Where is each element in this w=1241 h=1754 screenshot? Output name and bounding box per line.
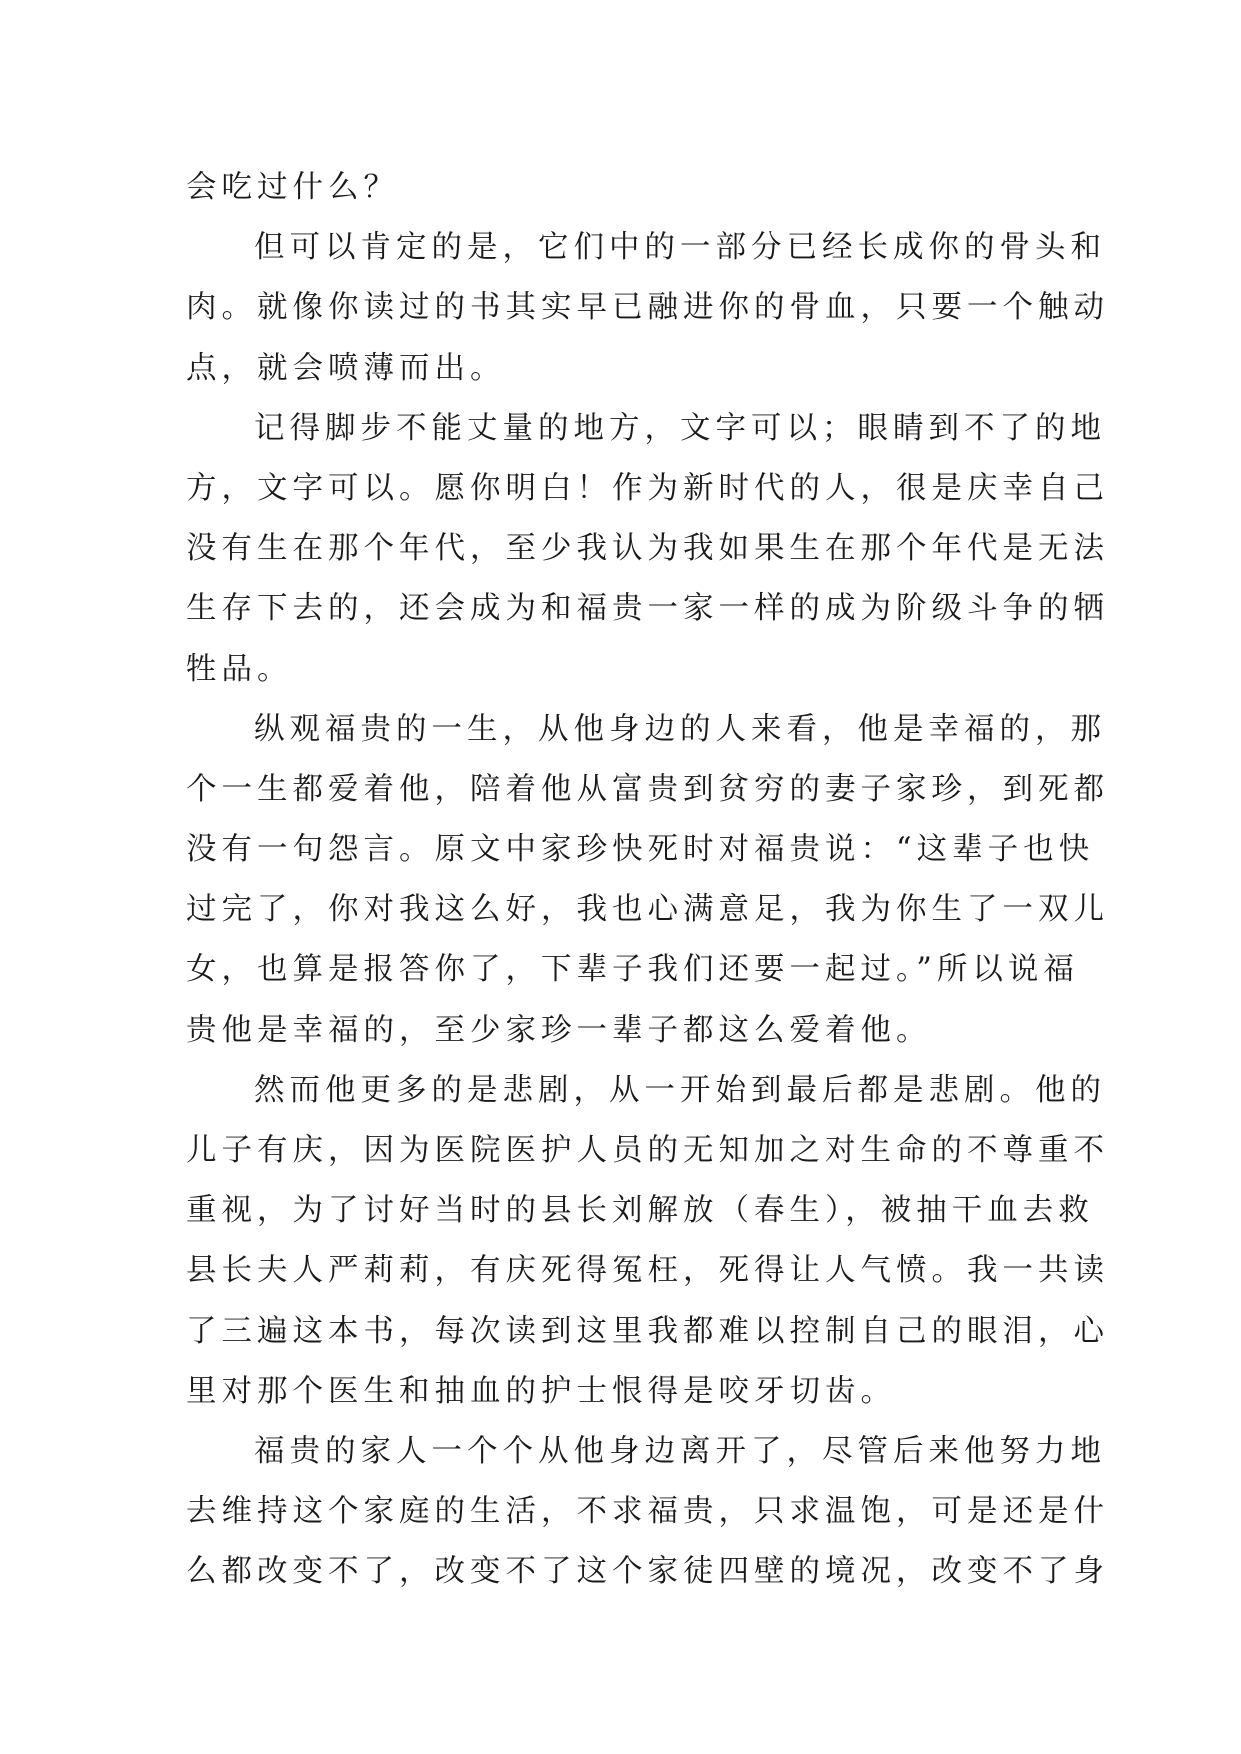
- text-line: 纵观福贵的一生，从他身边的人来看，他是幸福的，那: [254, 711, 1106, 747]
- text-line: 会吃过什么？: [186, 170, 399, 205]
- text-line: 儿子有庆，因为医院医护人员的无知加之对生命的不尊重不: [186, 1133, 1109, 1168]
- text-line: 但可以肯定的是，它们中的一部分已经长成你的骨头和: [254, 230, 1106, 266]
- text-line: 过完了，你对我这么好，我也心满意足，我为你生了一双儿: [186, 892, 1109, 928]
- text-line: 贵他是幸福的，至少家珍一辈子都这么爱着他。: [186, 1012, 932, 1048]
- text-line: 县长夫人严莉莉，有庆死得冤枉，死得让人气愤。我一共读: [186, 1253, 1109, 1289]
- text-line: 方，文字可以。愿你明白！作为新时代的人，很是庆幸自己: [186, 470, 1109, 506]
- text-line: 去维持这个家庭的生活，不求福贵，只求温饱，可是还是什: [186, 1494, 1109, 1530]
- text-line: 没有生在那个年代，至少我认为我如果生在那个年代是无法: [186, 531, 1109, 567]
- text-line: 重视，为了讨好当时的县长刘解放（春生），被抽干血去救: [186, 1193, 1094, 1229]
- text-line: 记得脚步不能丈量的地方，文字可以；眼睛到不了的地: [254, 410, 1106, 446]
- body-text: [186, 158, 1109, 1603]
- text-line: 么都改变不了，改变不了这个家徒四壁的境况，改变不了身: [186, 1554, 1109, 1590]
- text-line: 里对那个医生和抽血的护士恨得是咬牙切齿。: [186, 1373, 896, 1409]
- text-line: 没有一句怨言。原文中家珍快死时对福贵说：“这辈子也快: [186, 832, 1095, 868]
- text-line: 点，就会喷薄而出。: [186, 350, 506, 386]
- text-line: 福贵的家人一个个从他身边离开了，尽管后来他努力地: [254, 1433, 1106, 1469]
- text-line: 肉。就像你读过的书其实早已融进你的骨血，只要一个触动: [186, 290, 1109, 326]
- text-line: 了三遍这本书，每次读到这里我都难以控制自己的眼泪，心: [186, 1313, 1109, 1349]
- text-line: 个一生都爱着他，陪着他从富贵到贫穷的妻子家珍，到死都: [186, 771, 1109, 807]
- text-line: 牲品。: [186, 651, 293, 687]
- text-line: 女，也算是报答你了，下辈子我们还要一起过。”所以说福: [186, 952, 1079, 988]
- text-line: 然而他更多的是悲剧，从一开始到最后都是悲剧。他的: [254, 1072, 1106, 1108]
- text-line: 生存下去的，还会成为和福贵一家一样的成为阶级斗争的牺: [186, 591, 1109, 627]
